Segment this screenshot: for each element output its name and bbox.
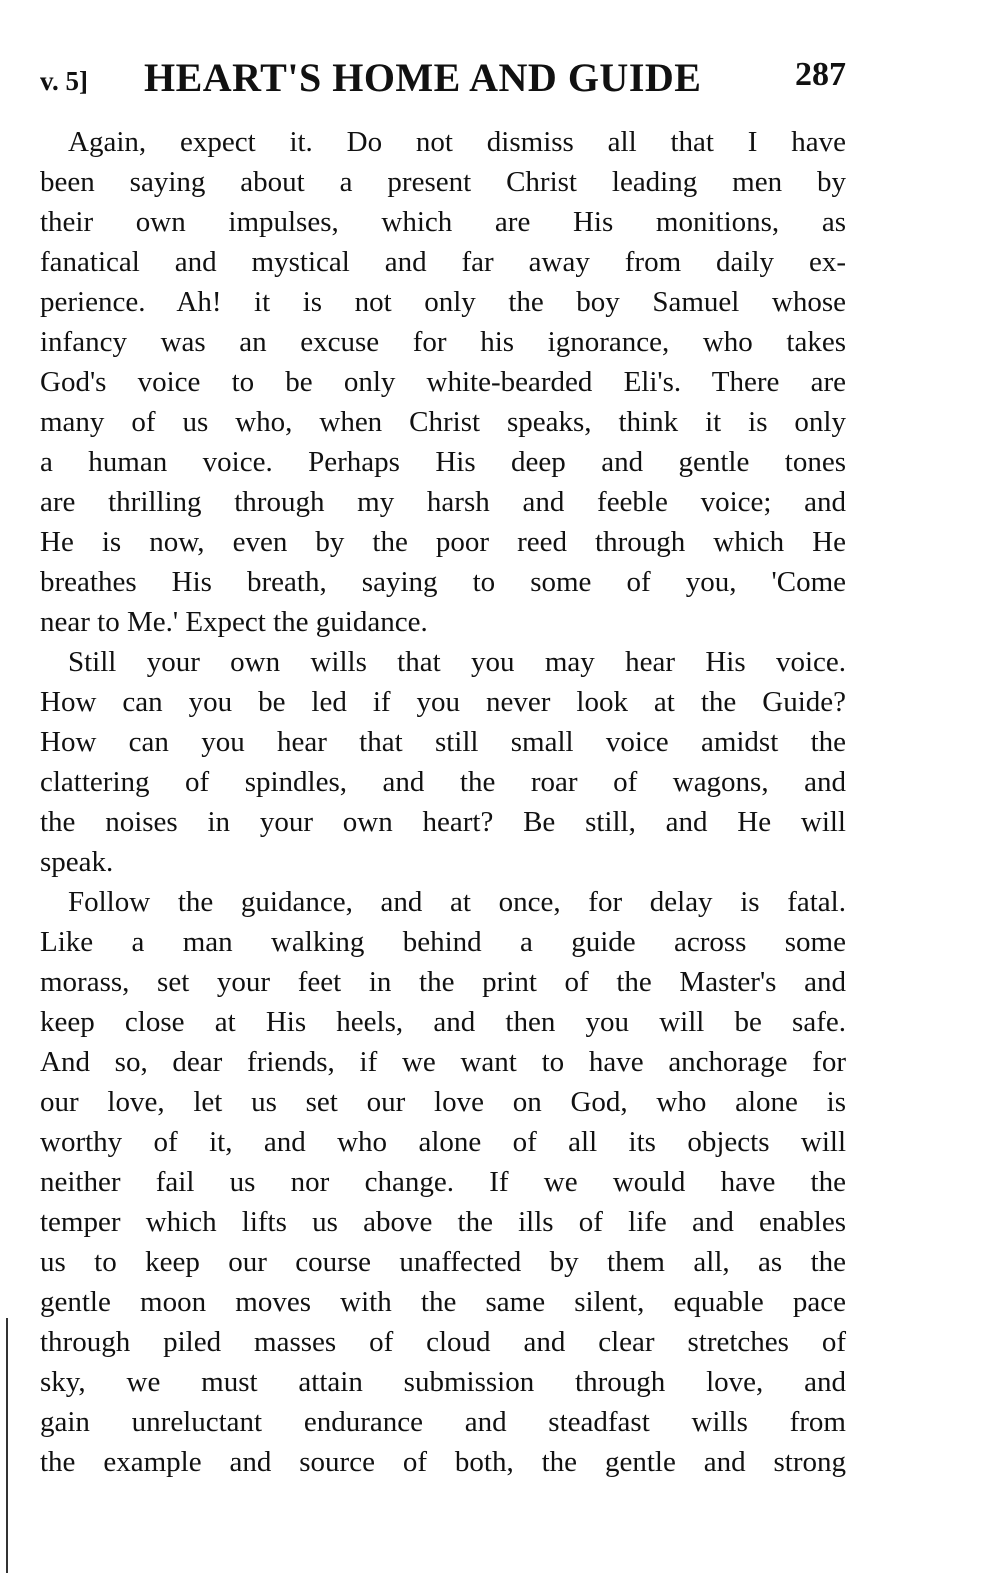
running-header	[40, 54, 846, 104]
text-line: our love, let us set our love on God, who alone is	[40, 1086, 846, 1118]
section-reference: v. 5]	[40, 66, 89, 96]
text-line: a human voice. Perhaps His deep and gentle tones	[40, 446, 846, 478]
text-line: keep close at His heels, and then you will be safe.	[40, 1006, 846, 1038]
text-line: sky, we must attain submission through love, and	[40, 1366, 846, 1398]
text-line: perience. Ah! it is not only the boy Samuel whose	[40, 286, 846, 318]
text-line: the noises in your own heart? Be still, and He will	[40, 806, 846, 838]
text-line: He is now, even by the poor reed through which He	[40, 526, 846, 558]
text-line: temper which lifts us above the ills of life and enables	[40, 1206, 846, 1238]
text-line: How can you hear that still small voice amidst the	[40, 726, 846, 758]
text-line: neither fail us nor change. If we would have the	[40, 1166, 846, 1198]
text-line: morass, set your feet in the print of the Master's and	[40, 966, 846, 998]
text-line: us to keep our course unaffected by them all, as the	[40, 1246, 846, 1278]
text-line: near to Me.' Expect the guidance.	[40, 606, 428, 638]
text-line: How can you be led if you never look at the Guide?	[40, 686, 846, 718]
text-line: gain unreluctant endurance and steadfast wills from	[40, 1406, 846, 1438]
text-line: speak.	[40, 846, 114, 878]
page-number: 287	[795, 56, 846, 93]
text-line: gentle moon moves with the same silent, equable pace	[40, 1286, 846, 1318]
text-line: are thrilling through my harsh and feeble voice; and	[40, 486, 846, 518]
text-line: infancy was an excuse for his ignorance, who takes	[40, 326, 846, 358]
text-line: Like a man walking behind a guide across some	[40, 926, 846, 958]
running-title: HEART'S HOME AND GUIDE	[144, 55, 702, 100]
text-line: the example and source of both, the gentle and strong	[40, 1446, 846, 1478]
text-line: been saying about a present Christ leading men by	[40, 166, 846, 198]
text-line: many of us who, when Christ speaks, think it is only	[40, 406, 846, 438]
text-line: Follow the guidance, and at once, for delay is fatal.	[68, 886, 846, 918]
text-line: breathes His breath, saying to some of you, 'Come	[40, 566, 846, 598]
text-line: clattering of spindles, and the roar of wagons, and	[40, 766, 846, 798]
text-line: Again, expect it. Do not dismiss all that I have	[68, 126, 846, 158]
text-line: through piled masses of cloud and clear stretches of	[40, 1326, 846, 1358]
text-line: worthy of it, and who alone of all its objects will	[40, 1126, 846, 1158]
text-line: fanatical and mystical and far away from daily ex-	[40, 246, 846, 278]
body-text	[40, 122, 846, 1482]
text-line: their own impulses, which are His monitions, as	[40, 206, 846, 238]
margin-rule	[6, 1318, 8, 1573]
text-line: And so, dear friends, if we want to have anchorage for	[40, 1046, 846, 1078]
text-line: God's voice to be only white-bearded Eli's. There are	[40, 366, 846, 398]
text-line: Still your own wills that you may hear His voice.	[68, 646, 846, 678]
